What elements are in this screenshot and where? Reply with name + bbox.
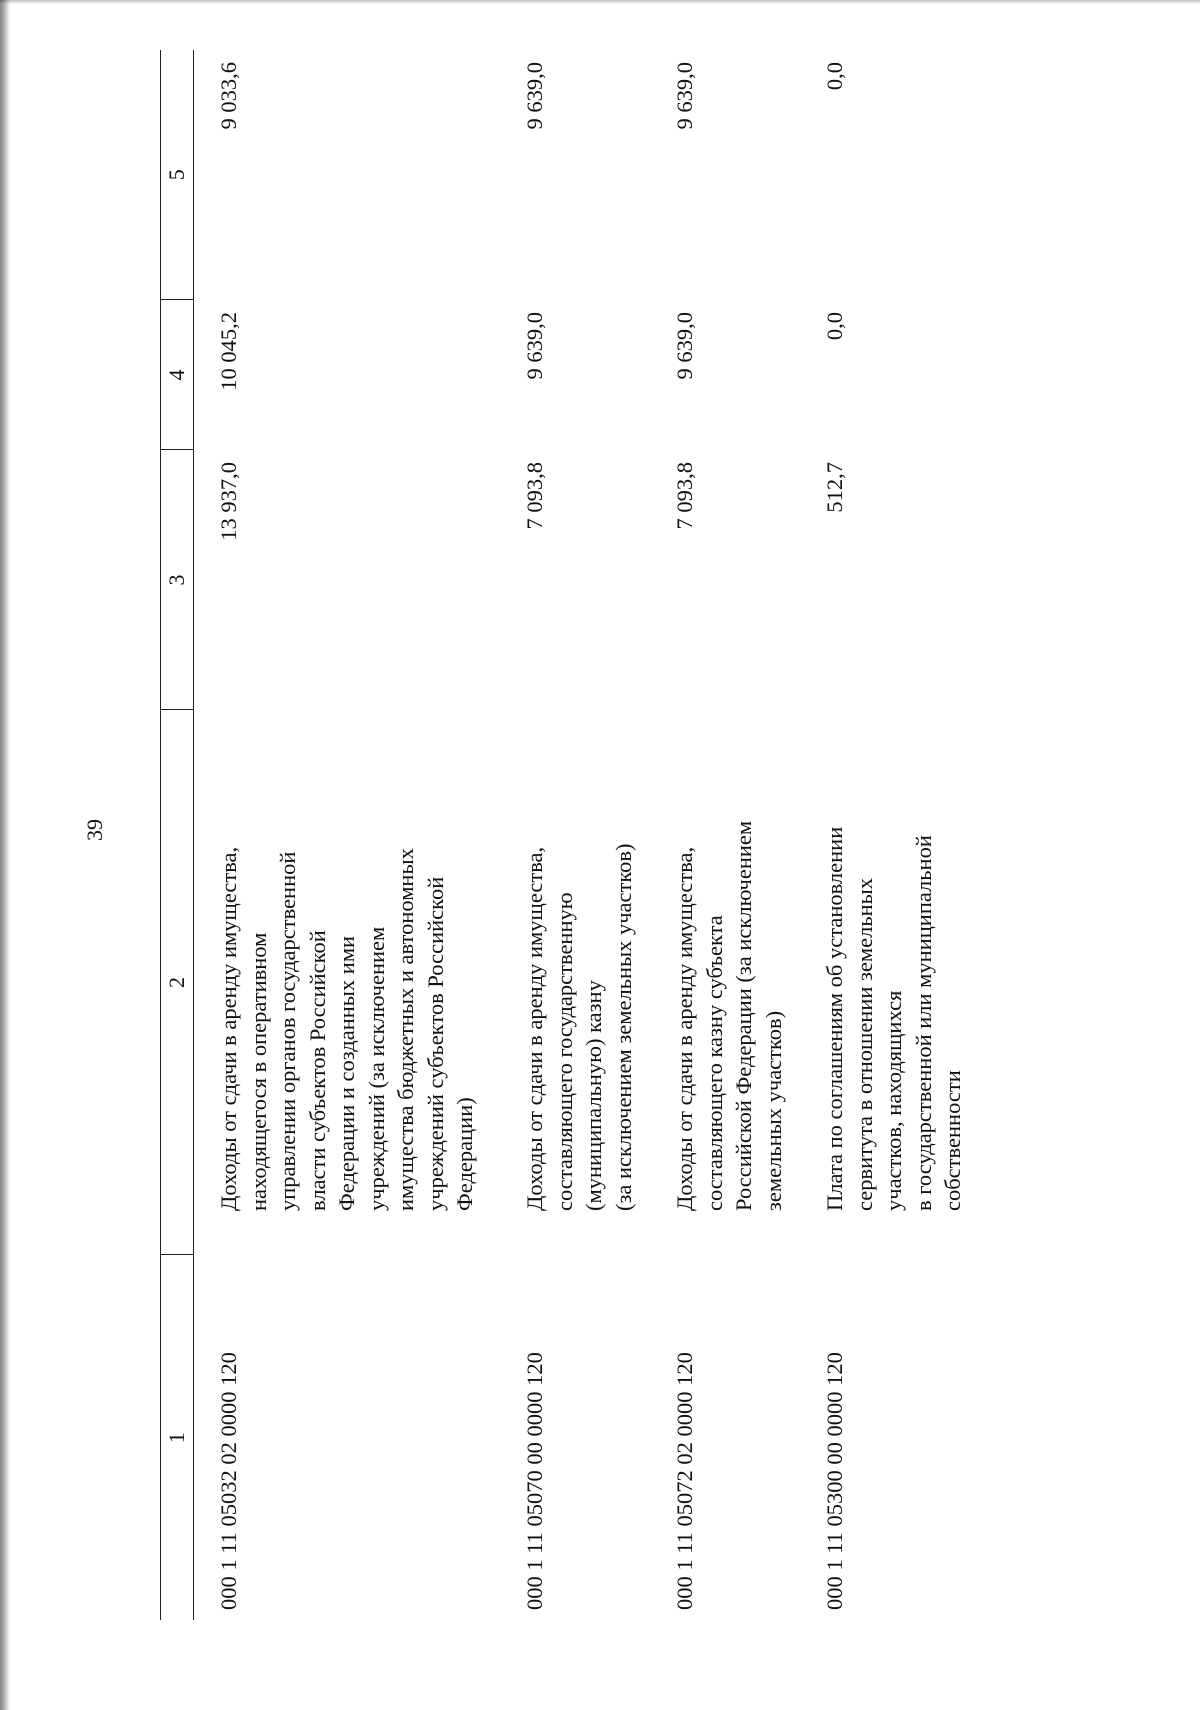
- value-col-3: 512,7: [822, 462, 847, 513]
- page-number: 39: [82, 819, 107, 841]
- table-row: [500, 50, 650, 1620]
- revenue-table: [160, 50, 970, 1620]
- table-row: [800, 50, 970, 1620]
- scan-edge: [0, 0, 10, 1710]
- value-col-4: 10 045,2: [216, 312, 241, 391]
- revenue-name-line: имущества бюджетных и автономных: [393, 848, 418, 1211]
- table-row: [650, 50, 800, 1620]
- value-col-4: 9 639,0: [672, 312, 697, 380]
- revenue-name-line: власти субъектов Российской: [304, 930, 330, 1211]
- header-col-1: 1: [161, 1255, 194, 1620]
- header-col-5: 5: [161, 50, 194, 300]
- value-col-4: 0,0: [822, 312, 847, 341]
- revenue-name-line: в государственной или муниципальной: [910, 835, 936, 1211]
- revenue-name: [500, 710, 650, 1255]
- revenue-name: [194, 710, 501, 1255]
- revenue-name-line: управлении органов государственной: [275, 851, 300, 1211]
- budget-code: 000 1 11 05070 00 0000 120: [522, 1352, 547, 1610]
- revenue-name-line: находящегося в оперативном: [245, 932, 271, 1211]
- header-col-2: 2: [161, 710, 194, 1255]
- revenue-name-line: Доходы от сдачи в аренду имущества,: [672, 846, 697, 1211]
- revenue-name-line: (муниципальную) казну: [581, 980, 606, 1211]
- revenue-name-line: Плата по соглашениям об установлении: [822, 826, 847, 1211]
- revenue-name-line: Российской Федерации (за исключением: [731, 820, 756, 1211]
- revenue-name-line: составляющего казну субъекта: [701, 915, 727, 1211]
- budget-code: 000 1 11 05072 02 0000 120: [672, 1352, 697, 1610]
- revenue-name-line: собственности: [940, 1070, 965, 1211]
- revenue-name-line: земельных участков): [760, 1010, 786, 1211]
- revenue-name-line: Доходы от сдачи в аренду имущества,: [522, 846, 547, 1211]
- value-col-5: 9 033,6: [216, 62, 241, 130]
- value-col-4: 9 639,0: [522, 312, 547, 380]
- revenue-name-line: составляющего государственную: [551, 892, 577, 1211]
- revenue-name-line: Федерации): [452, 1097, 477, 1211]
- header-col-3: 3: [161, 450, 194, 710]
- budget-code: 000 1 11 05300 00 0000 120: [822, 1352, 847, 1610]
- landscape-table-area: [160, 0, 1040, 1620]
- budget-code: 000 1 11 05032 02 0000 120: [216, 1352, 241, 1610]
- value-col-3: 7 093,8: [672, 462, 697, 530]
- revenue-name-line: Доходы от сдачи в аренду имущества,: [216, 846, 241, 1211]
- header-row: [161, 50, 194, 1620]
- revenue-name: [650, 710, 800, 1255]
- value-col-3: 7 093,8: [522, 462, 547, 530]
- value-col-3: 13 937,0: [216, 462, 241, 541]
- revenue-name-line: Федерации и созданных ими: [334, 935, 359, 1211]
- value-col-5: 0,0: [822, 62, 847, 91]
- value-col-5: 9 639,0: [672, 62, 697, 130]
- revenue-name-line: сервитута в отношении земельных: [851, 877, 877, 1211]
- revenue-name-line: учреждений субъектов Российской: [422, 876, 448, 1211]
- revenue-name: [800, 710, 970, 1255]
- value-col-5: 9 639,0: [522, 62, 547, 130]
- table-row: [194, 50, 501, 1620]
- revenue-name-line: участков, находящихся: [881, 990, 906, 1211]
- revenue-name-line: (за исключением земельных участков): [610, 843, 636, 1211]
- header-col-4: 4: [161, 300, 194, 450]
- revenue-name-line: учреждений (за исключением: [363, 926, 389, 1211]
